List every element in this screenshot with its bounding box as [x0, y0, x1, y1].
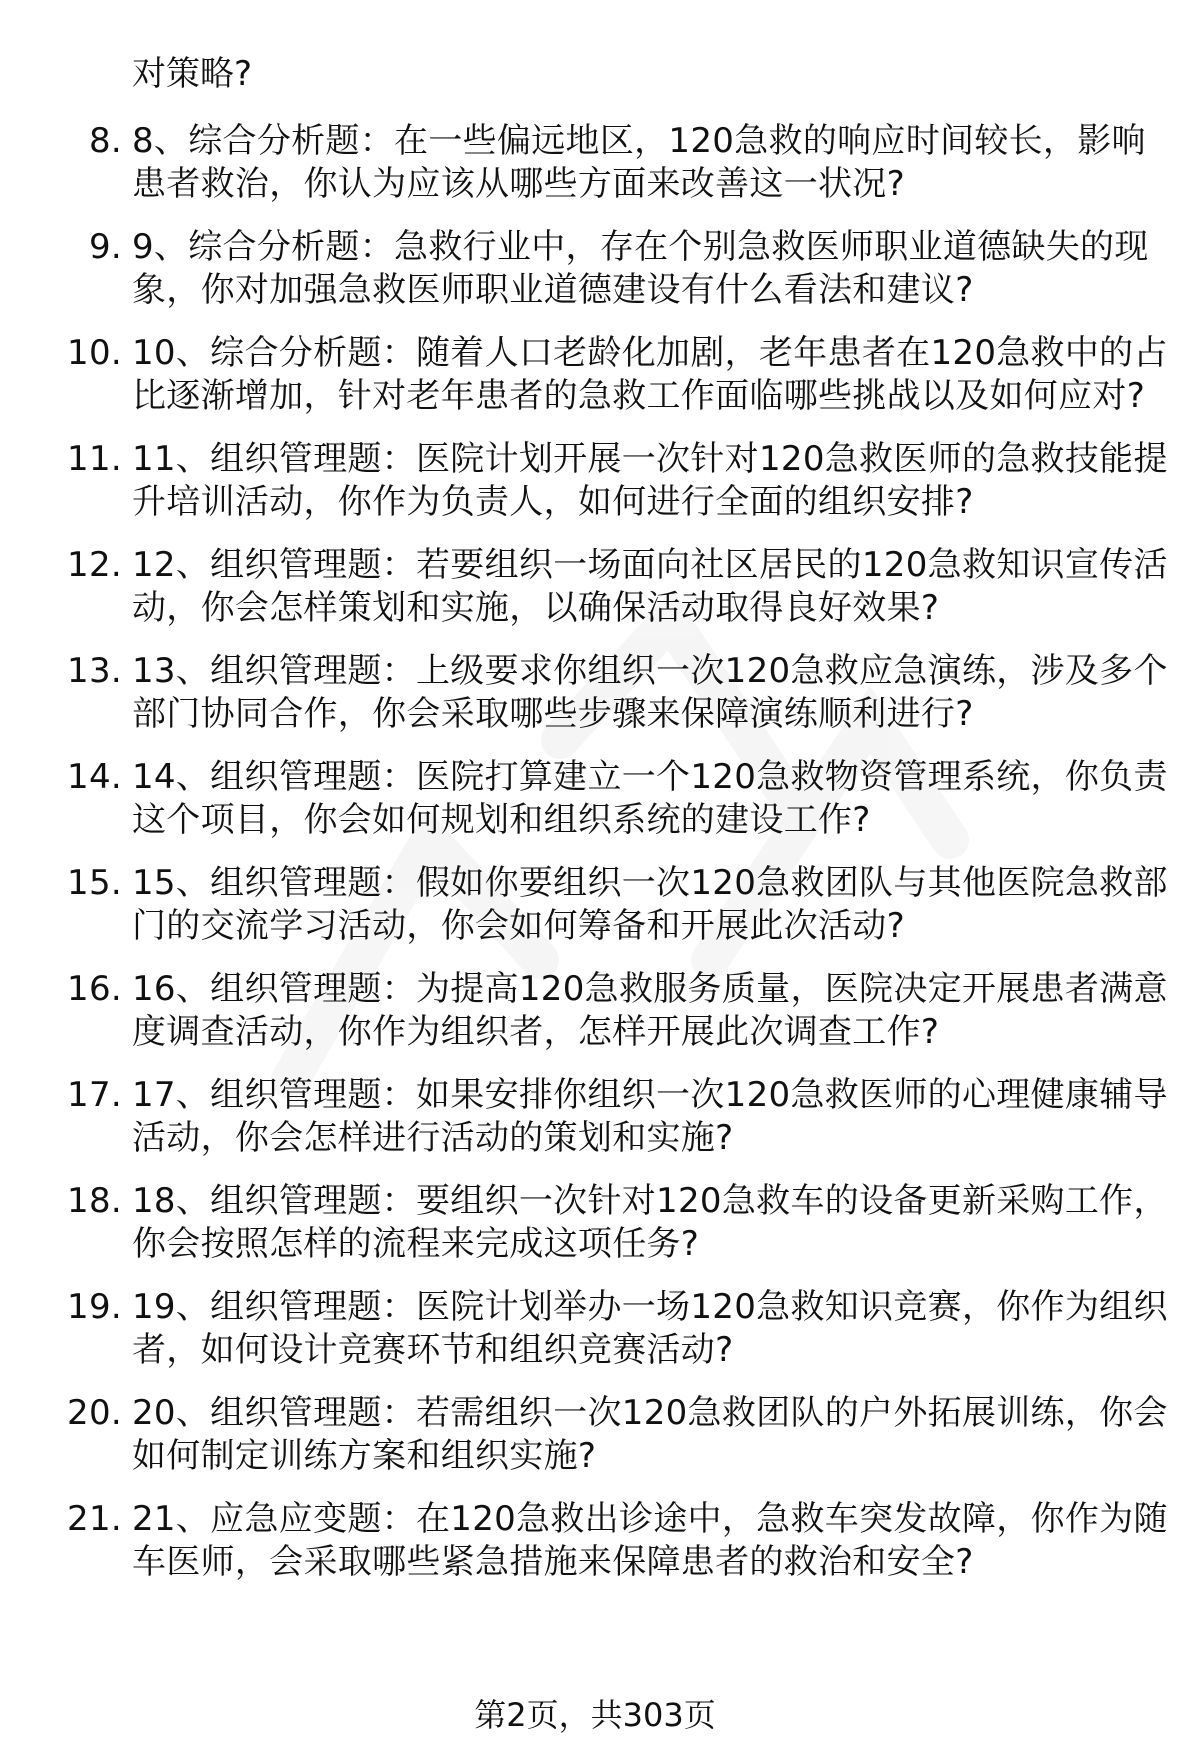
question-number: 14.	[67, 757, 122, 797]
question-item	[0, 438, 1190, 524]
question-item	[0, 1074, 1190, 1160]
question-number: 9.	[88, 227, 122, 267]
question-number: 15.	[67, 863, 122, 903]
question-number: 17.	[67, 1075, 122, 1115]
question-item	[0, 862, 1190, 948]
question-item	[0, 120, 1190, 206]
question-number: 16.	[67, 969, 122, 1009]
question-text: 18、组织管理题：要组织一次针对120急救车的设备更新采购工作，你会按照怎样的流程来完成这项任务?	[132, 1181, 1168, 1264]
question-text: 21、应急应变题：在120急救出诊途中，急救车突发故障，你作为随车医师，会采取哪些紧急措施来保障患者的救治和安全?	[132, 1499, 1168, 1582]
question-item	[0, 226, 1190, 312]
question-text: 10、综合分析题：随着人口老龄化加剧，老年患者在120急救中的占比逐渐增加，针对老年患者的急救工作面临哪些挑战以及如何应对?	[132, 333, 1168, 416]
question-item	[0, 544, 1190, 630]
question-item	[0, 1498, 1190, 1584]
question-number: 10.	[67, 333, 122, 373]
question-item	[0, 1180, 1190, 1266]
question-text: 11、组织管理题：医院计划开展一次针对120急救医师的急救技能提升培训活动，你作为负责人，如何进行全面的组织安排?	[132, 439, 1168, 522]
question-number: 12.	[67, 545, 122, 585]
question-item	[0, 756, 1190, 842]
question-text: 17、组织管理题：如果安排你组织一次120急救医师的心理健康辅导活动，你会怎样进行活动的策划和实施?	[132, 1075, 1168, 1158]
question-text: 9、综合分析题：急救行业中，存在个别急救医师职业道德缺失的现象，你对加强急救医师职业道德建设有什么看法和建议?	[132, 227, 1149, 310]
question-number: 11.	[67, 439, 122, 479]
question-number: 8.	[88, 121, 122, 161]
question-text: 15、组织管理题：假如你要组织一次120急救团队与其他医院急救部门的交流学习活动，你会如何筹备和开展此次活动?	[132, 863, 1168, 946]
question-list	[0, 120, 1190, 1604]
question-item	[0, 650, 1190, 736]
question-number: 20.	[67, 1393, 122, 1433]
question-text: 19、组织管理题：医院计划举办一场120急救知识竞赛，你作为组织者，如何设计竞赛环节和组织竞赛活动?	[132, 1287, 1168, 1370]
question-item	[0, 1392, 1190, 1478]
page-footer: 第2页，共303页	[474, 1696, 716, 1734]
question-number: 18.	[67, 1181, 122, 1221]
question-number: 21.	[67, 1499, 122, 1539]
continuation-text: 对策略?	[132, 54, 253, 94]
question-text: 8、综合分析题：在一些偏远地区，120急救的响应时间较长，影响患者救治，你认为应该从哪些方面来改善这一状况?	[132, 121, 1146, 204]
question-text: 12、组织管理题：若要组织一场面向社区居民的120急救知识宣传活动，你会怎样策划和实施，以确保活动取得良好效果?	[132, 545, 1168, 628]
question-item	[0, 332, 1190, 418]
question-number: 13.	[67, 651, 122, 691]
question-item	[0, 968, 1190, 1054]
question-text: 13、组织管理题：上级要求你组织一次120急救应急演练，涉及多个部门协同合作，你会采取哪些步骤来保障演练顺利进行?	[132, 651, 1168, 734]
question-text: 16、组织管理题：为提高120急救服务质量，医院决定开展患者满意度调查活动，你作为组织者，怎样开展此次调查工作?	[132, 969, 1168, 1052]
question-item	[0, 1286, 1190, 1372]
question-text: 20、组织管理题：若需组织一次120急救团队的户外拓展训练，你会如何制定训练方案和组织实施?	[132, 1393, 1168, 1476]
question-text: 14、组织管理题：医院打算建立一个120急救物资管理系统，你负责这个项目，你会如何规划和组织系统的建设工作?	[132, 757, 1168, 840]
question-number: 19.	[67, 1287, 122, 1327]
